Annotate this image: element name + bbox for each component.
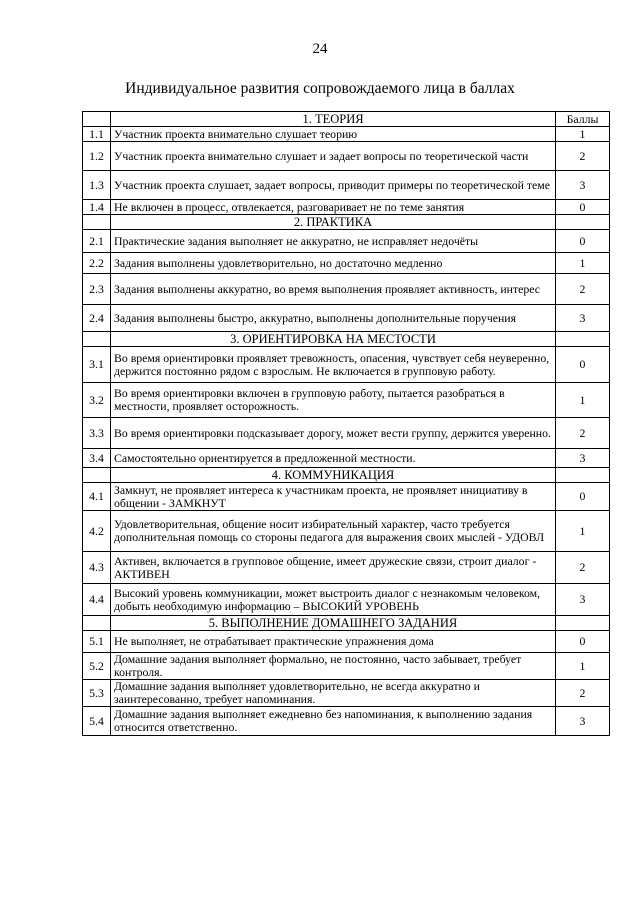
criterion-description: Домашние задания выполняет ежедневно без напоминания, к выполнению задания относится ответственно. <box>111 707 556 736</box>
criterion-points: 3 <box>556 707 610 736</box>
criterion-number: 2.2 <box>83 253 111 274</box>
criterion-row <box>83 511 610 552</box>
criterion-number: 1.4 <box>83 200 111 215</box>
section-header-row <box>83 468 610 483</box>
criterion-points: 0 <box>556 631 610 653</box>
page-number: 24 <box>312 41 328 57</box>
criterion-points: 1 <box>556 383 610 418</box>
criterion-points: 0 <box>556 230 610 253</box>
criterion-row <box>83 171 610 200</box>
criterion-description: Участник проекта внимательно слушает теорию <box>111 127 556 142</box>
criterion-number: 2.1 <box>83 230 111 253</box>
criterion-description: Высокий уровень коммуникации, может выстроить диалог с незнакомым человеком, добыть необходимую информацию – ВЫСОКИЙ УРОВЕНЬ <box>111 584 556 616</box>
criterion-row <box>83 707 610 736</box>
section-points-cell <box>556 468 610 483</box>
criterion-row <box>83 142 610 171</box>
criterion-number: 5.1 <box>83 631 111 653</box>
criterion-points: 1 <box>556 511 610 552</box>
criterion-description: Удовлетворительная, общение носит избирательный характер, часто требуется дополнительная помощь со стороны педагога для выражения своих мыслей - УДОВЛ <box>111 511 556 552</box>
criterion-row <box>83 200 610 215</box>
criterion-row <box>83 305 610 332</box>
criterion-description: Не выполняет, не отрабатывает практические упражнения дома <box>111 631 556 653</box>
section-title: 1. ТЕОРИЯ <box>111 112 556 127</box>
criterion-description: Во время ориентировки подсказывает дорогу, может вести группу, держится уверенно. <box>111 418 556 449</box>
section-header-row <box>83 332 610 347</box>
criterion-row <box>83 347 610 383</box>
criterion-description: Задания выполнены удовлетворительно, но достаточно медленно <box>111 253 556 274</box>
section-number-cell <box>83 215 111 230</box>
criterion-row <box>83 680 610 707</box>
criterion-row <box>83 127 610 142</box>
section-header-row <box>83 616 610 631</box>
section-header-row <box>83 112 610 127</box>
criterion-number: 1.3 <box>83 171 111 200</box>
criterion-description: Активен, включается в групповое общение, имеет дружеские связи, строит диалог - АКТИВЕН <box>111 552 556 584</box>
criterion-number: 2.4 <box>83 305 111 332</box>
criterion-points: 3 <box>556 171 610 200</box>
criterion-row <box>83 552 610 584</box>
criterion-points: 0 <box>556 200 610 215</box>
criterion-row <box>83 253 610 274</box>
section-points-cell <box>556 215 610 230</box>
criterion-points: 1 <box>556 253 610 274</box>
criterion-number: 1.2 <box>83 142 111 171</box>
criterion-description: Во время ориентировки проявляет тревожность, опасения, чувствует себя неуверенно, держится постоянно рядом с взрослым. Не включается в групповую работу. <box>111 347 556 383</box>
criterion-description: Замкнут, не проявляет интереса к участникам проекта, не проявляет инициативу в общении - ЗАМКНУТ <box>111 483 556 511</box>
criterion-number: 4.4 <box>83 584 111 616</box>
criterion-row <box>83 653 610 680</box>
criterion-points: 2 <box>556 142 610 171</box>
criterion-description: Практические задания выполняет не аккуратно, не исправляет недочёты <box>111 230 556 253</box>
criterion-points: 2 <box>556 274 610 305</box>
section-title: 3. ОРИЕНТИРОВКА НА МЕСТОСТИ <box>111 332 556 347</box>
criterion-row <box>83 274 610 305</box>
criterion-points: 3 <box>556 449 610 468</box>
section-number-cell <box>83 112 111 127</box>
criterion-row <box>83 230 610 253</box>
criterion-number: 5.4 <box>83 707 111 736</box>
section-title: 4. КОММУНИКАЦИЯ <box>111 468 556 483</box>
criterion-description: Участник проекта слушает, задает вопросы, приводит примеры по теоретической теме <box>111 171 556 200</box>
criterion-row <box>83 383 610 418</box>
criterion-description: Домашние задания выполняет формально, не постоянно, часто забывает, требует контроля. <box>111 653 556 680</box>
criterion-description: Самостоятельно ориентируется в предложенной местности. <box>111 449 556 468</box>
criterion-description: Домашние задания выполняет удовлетворительно, не всегда аккуратно и заинтересованно, требует напоминания. <box>111 680 556 707</box>
section-header-row <box>83 215 610 230</box>
criterion-number: 3.1 <box>83 347 111 383</box>
points-column-header: Баллы <box>556 112 610 127</box>
criterion-number: 3.4 <box>83 449 111 468</box>
criterion-points: 3 <box>556 305 610 332</box>
criterion-points: 2 <box>556 680 610 707</box>
criterion-number: 4.2 <box>83 511 111 552</box>
criterion-description: Участник проекта внимательно слушает и задает вопросы по теоретической части <box>111 142 556 171</box>
criterion-number: 5.2 <box>83 653 111 680</box>
section-number-cell <box>83 616 111 631</box>
criterion-description: Не включен в процесс, отвлекается, разговаривает не по теме занятия <box>111 200 556 215</box>
criterion-points: 0 <box>556 347 610 383</box>
assessment-table-body <box>83 112 610 736</box>
criterion-row <box>83 449 610 468</box>
assessment-table <box>82 111 610 736</box>
criterion-points: 2 <box>556 552 610 584</box>
criterion-number: 3.3 <box>83 418 111 449</box>
document-title: Индивидуальное развития сопровождаемого лица в баллах <box>125 80 515 97</box>
criterion-row <box>83 483 610 511</box>
criterion-number: 3.2 <box>83 383 111 418</box>
criterion-points: 2 <box>556 418 610 449</box>
criterion-row <box>83 584 610 616</box>
section-points-cell <box>556 616 610 631</box>
criterion-points: 1 <box>556 653 610 680</box>
criterion-description: Задания выполнены аккуратно, во время выполнения проявляет активность, интерес <box>111 274 556 305</box>
section-number-cell <box>83 332 111 347</box>
criterion-number: 1.1 <box>83 127 111 142</box>
section-points-cell <box>556 332 610 347</box>
criterion-number: 4.3 <box>83 552 111 584</box>
section-number-cell <box>83 468 111 483</box>
criterion-points: 3 <box>556 584 610 616</box>
criterion-points: 1 <box>556 127 610 142</box>
criterion-description: Во время ориентировки включен в групповую работу, пытается разобраться в местности, проявляет осторожность. <box>111 383 556 418</box>
criterion-row <box>83 418 610 449</box>
criterion-number: 2.3 <box>83 274 111 305</box>
criterion-row <box>83 631 610 653</box>
criterion-description: Задания выполнены быстро, аккуратно, выполнены дополнительные поручения <box>111 305 556 332</box>
criterion-points: 0 <box>556 483 610 511</box>
section-title: 5. ВЫПОЛНЕНИЕ ДОМАШНЕГО ЗАДАНИЯ <box>111 616 556 631</box>
criterion-number: 4.1 <box>83 483 111 511</box>
section-title: 2. ПРАКТИКА <box>111 215 556 230</box>
criterion-number: 5.3 <box>83 680 111 707</box>
